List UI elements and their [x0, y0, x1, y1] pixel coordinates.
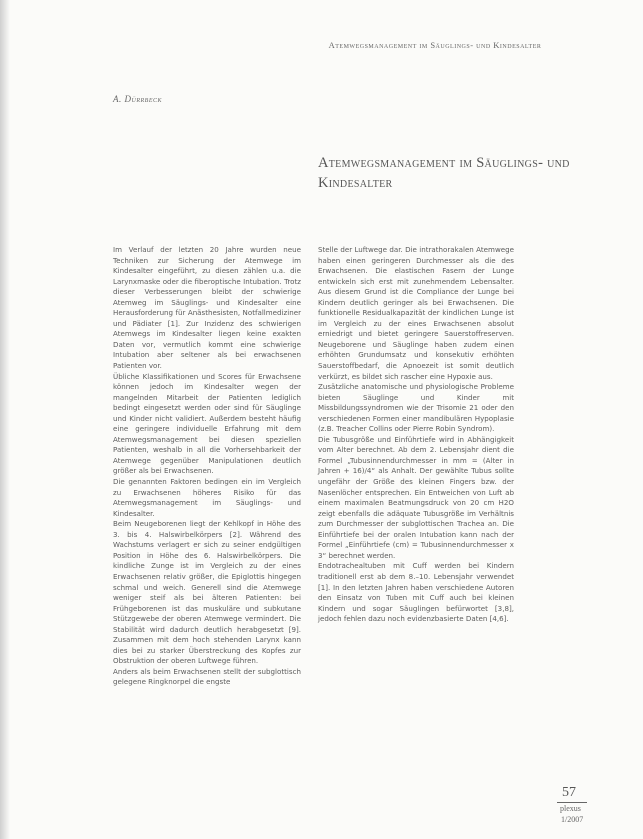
page-edge-shadow	[0, 0, 10, 839]
journal-issue: 1/2007	[561, 815, 584, 824]
paragraph: Anders als beim Erwachsenen stellt der subglottisch gelegene Ringknorpel die engste	[113, 666, 301, 687]
author-name: A. Dürrbeck	[113, 94, 162, 104]
paragraph: Beim Neugeborenen liegt der Kehlkopf in Höhe des 3. bis 4. Halswirbelkörpers [2]. Während des Wachstums verlagert er sich zu seiner endgültigen Position in Höhe des 6. Halswirbelkörpers. Die kindliche Zunge ist im Vergleich zu der eines Erwachsenen relativ größer, die Epiglottis hingegen schmal und weich. Generell sind die Atemwege weniger steif als bei älteren Patienten: bei Frühgeborenen ist das muskuläre und subkutane Stützgewebe der oberen Atemwege vermindert. Die Stabilität wird dadurch deutlich herabgesetzt [9]. Zusammen mit dem hoch stehenden Larynx kann dies bei zu starker Überstreckung des Kopfes zur Obstruktion der oberen Luftwege führen.	[113, 519, 301, 666]
paragraph: Zusätzliche anatomische und physiologische Probleme bieten Säuglinge und Kinder mit Missbildungssyndromen wie der Trisomie 21 oder den verschiedenen Formen einer mandibulären Hypoplasie (z.B. Treacher Collins oder Pierre Robin Syndrom).	[318, 382, 514, 434]
article-title: Atemwegsmanagement im Säuglings- und Kindesalter	[318, 155, 570, 191]
paragraph: Übliche Klassifikationen und Scores für Erwachsene können jedoch im Kindesalter wegen der mangelnden Mitarbeit der Patienten lediglich bedingt eingesetzt werden oder sind für Säuglinge und Kinder nicht validiert. Außerdem besteht häufig eine geringere individuelle Erfahrung mit dem Atemwegsmanagement bei diesen speziellen Patienten, weshalb in all die Vorhersehbarkeit der Atemwege gegenüber Manipulationen deutlich größer als bei Erwachsenen.	[113, 371, 301, 476]
text-column-left	[113, 245, 301, 688]
paragraph: Stelle der Luftwege dar. Die intrathorakalen Atemwege haben einen geringeren Durchmesser als die des Erwachsenen. Die elastischen Fasern der Lunge entwickeln sich erst mit zunehmendem Lebensalter. Aus diesem Grund ist die Compliance der Lunge bei Kindern deutlich geringer als bei Erwachsenen. Die funktionelle Residualkapazität der kindlichen Lunge ist im Vergleich zu der eines Erwachsenen absolut erniedrigt und bietet geringere Sauerstoffreserven. Neugeborene und Säuglinge haben zudem einen erhöhten Grundumsatz und konsekutiv erhöhten Sauerstoffbedarf, die Apnoezeit ist somit deutlich verkürzt, es bildet sich rascher eine Hypoxie aus.	[318, 245, 514, 381]
paragraph: Endotrachealtuben mit Cuff werden bei Kindern traditionell erst ab dem 8.–10. Lebensjahr verwendet [1]. In den letzten Jahren haben verschiedene Autoren den Einsatz von Tuben mit Cuff auch bei kleinen Kindern und sogar Säuglingen befürwortet [3,8], jedoch fehlen dazu noch evidenzbasierte Daten [4,6].	[318, 561, 514, 624]
text-column-right	[318, 245, 514, 625]
page-number-divider	[557, 802, 587, 803]
paragraph: Im Verlauf der letzten 20 Jahre wurden neue Techniken zur Sicherung der Atemwege im Kindesalter eingeführt, zu diesen zählen u.a. die Larynxmaske oder die fiberoptische Intubation. Trotz dieser Verbesserungen bleibt der schwierige Atemweg im Säuglings- und Kindesalter eine Herausforderung für Anästhesisten, Notfallmediziner und Pädiater [1]. Zur Inzidenz des schwierigen Atemwegs im Kindesalter liegen keine exakten Daten vor, vermutlich kommt eine schwierige Intubation aber seltener als bei erwachsenen Patienten vor.	[113, 245, 301, 371]
paragraph: Die genannten Faktoren bedingen ein im Vergleich zu Erwachsenen höheres Risiko für das Atemwegsmanagement im Säuglings- und Kindesalter.	[113, 477, 301, 518]
paragraph: Die Tubusgröße und Einführtiefe wird in Abhängigkeit vom Alter berechnet. Ab dem 2. Lebensjahr dient die Formel „Tubusinnendurchmesser in mm = (Alter in Jahren + 16)/4“ als Anhalt. Der gewählte Tubus sollte ungefähr der Größe des kleinen Fingers bzw. der Nasenlöcher entsprechen. Ein Entweichen von Luft ab einem maximalen Beatmungsdruck von 20 cm H2O zeigt ebenfalls die adäquate Tubusgröße im Verhältnis zum Durchmesser der subglottischen Trachea an. Die Einführtiefe bei der oralen Intubation kann nach der Formel „Einführtiefe (cm) = Tubusinnendurchmesser x 3“ berechnet werden.	[318, 434, 514, 560]
running-head: Atemwegsmanagement im Säuglings- und Kindesalter	[328, 40, 542, 50]
page-number: 57	[562, 785, 576, 800]
journal-name: plexus	[560, 804, 581, 813]
